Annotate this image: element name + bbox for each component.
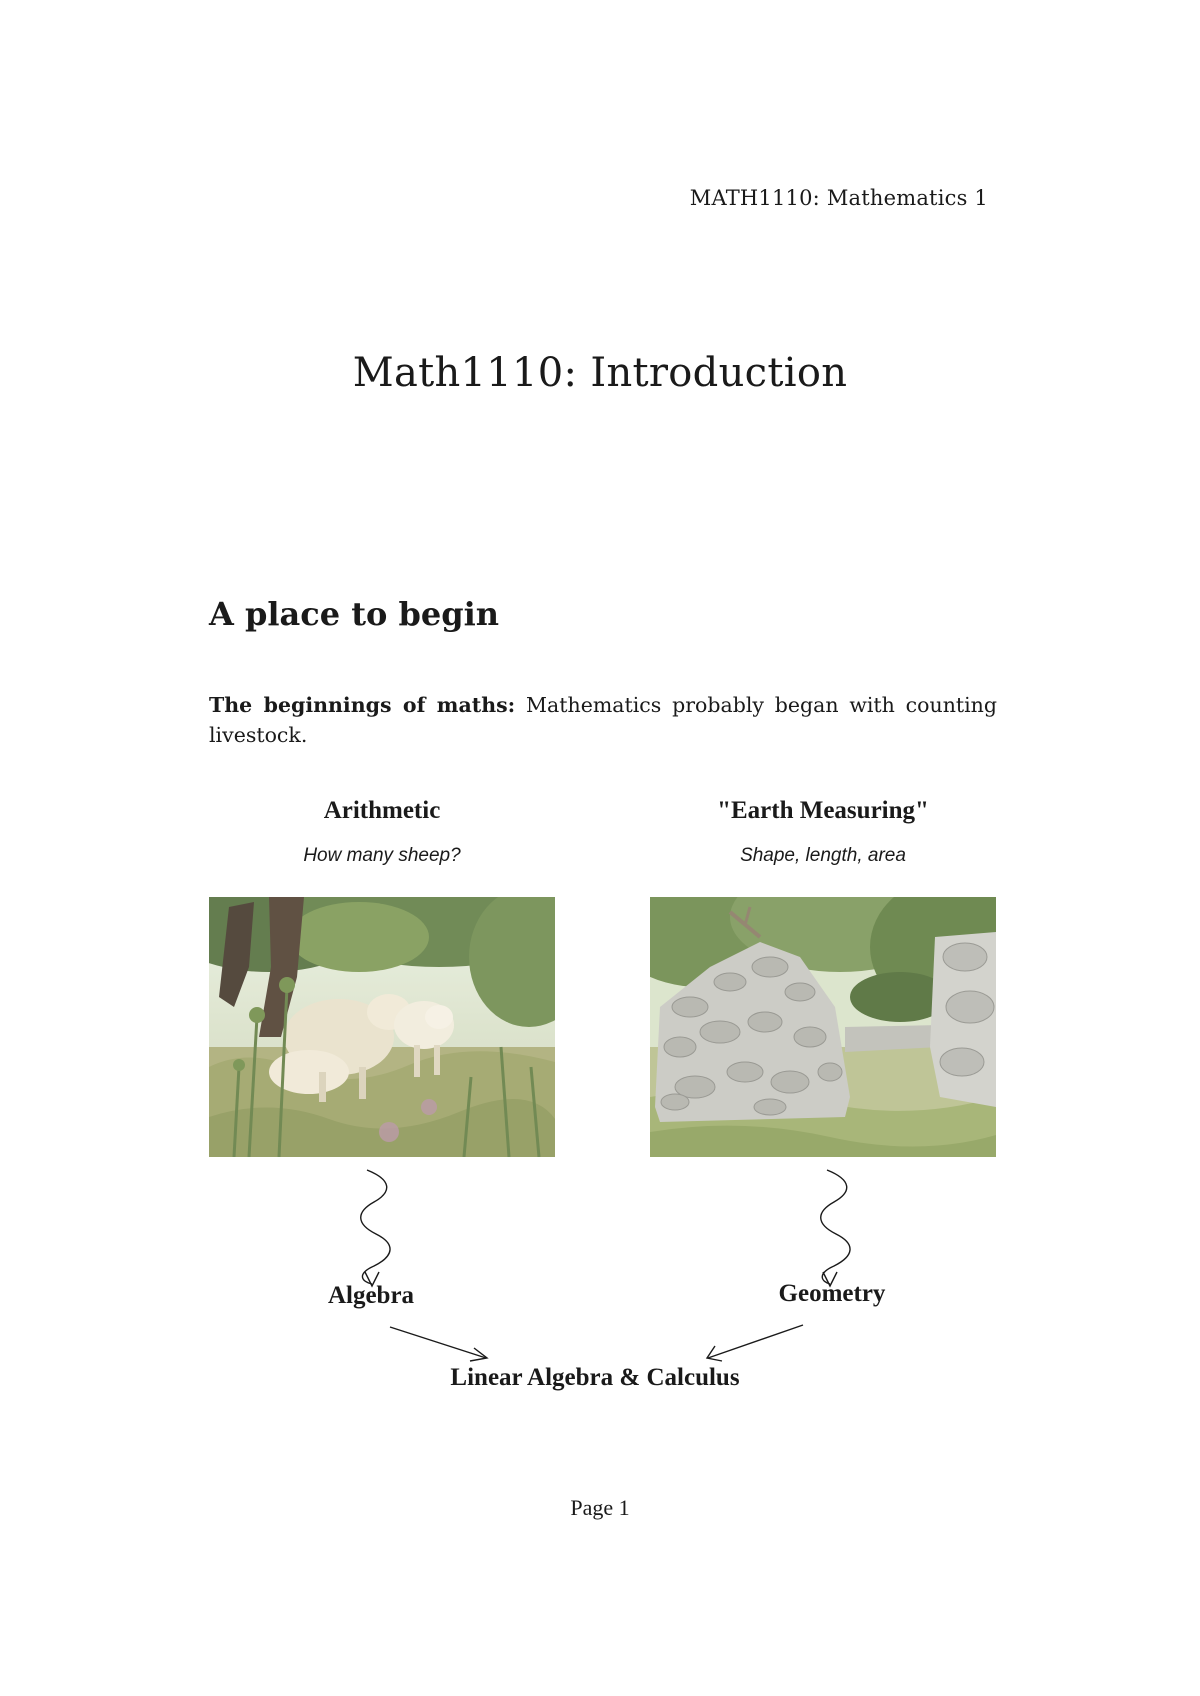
- document-title: Math1110: Introduction: [352, 350, 848, 396]
- linear-algebra-calculus-label: Linear Algebra & Calculus: [450, 1364, 740, 1391]
- paragraph-text: Mathematics probably began with counting livestock.: [209, 693, 998, 747]
- paragraph-lead: The beginnings of maths:: [209, 693, 516, 717]
- arithmetic-to-algebra-arrow: [361, 1170, 390, 1284]
- earth-measuring-heading: "Earth Measuring": [717, 797, 929, 824]
- earth-measuring-subtitle: Shape, length, area: [740, 845, 906, 866]
- running-header: MATH1110: Mathematics 1: [689, 186, 988, 210]
- geometry-to-linear-algebra-arrow: [708, 1325, 803, 1358]
- section-heading: A place to begin: [209, 595, 500, 633]
- page-number: Page 1: [570, 1495, 630, 1520]
- algebra-label: Algebra: [327, 1282, 415, 1309]
- arithmetic-subtitle: How many sheep?: [303, 845, 461, 866]
- earth-measuring-to-geometry-arrow: [821, 1170, 850, 1284]
- geometry-label: Geometry: [778, 1280, 886, 1307]
- algebra-to-linear-algebra-arrow: [390, 1327, 486, 1358]
- arithmetic-heading: Arithmetic: [323, 797, 441, 824]
